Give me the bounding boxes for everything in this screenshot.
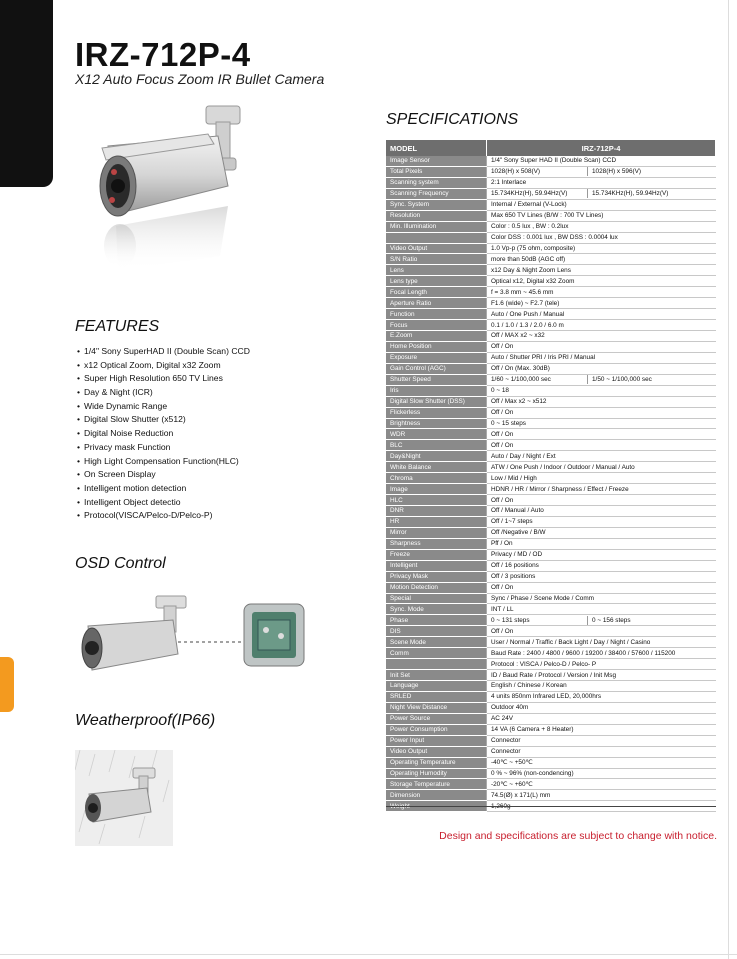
spec-row — [386, 538, 716, 549]
spec-value: Off / On (Max. 30dB) — [487, 363, 716, 374]
feature-item: • Privacy mask Function — [77, 441, 250, 455]
spec-value: Off / On — [487, 495, 716, 506]
spec-value: Off /Negative / B/W — [487, 527, 716, 538]
spec-row — [386, 177, 716, 188]
spec-value: 2:1 Interlace — [487, 177, 716, 188]
spec-key: WDR — [386, 429, 487, 440]
feature-item: • Wide Dynamic Range — [77, 400, 250, 414]
spec-value: User / Normal / Traffic / Back Light / Day / Night / Casino — [487, 637, 716, 648]
spec-value: Low / Mid / High — [487, 473, 716, 484]
spec-value: 0 ~ 18 — [487, 385, 716, 396]
spec-key: HLC — [386, 495, 487, 506]
spec-row — [386, 429, 716, 440]
features-heading: FEATURES — [75, 318, 160, 335]
spec-value: AC 24V — [487, 713, 716, 724]
spec-key: Digital Slow Shutter (DSS) — [386, 396, 487, 407]
feature-item: • Super High Resolution 650 TV Lines — [77, 372, 250, 386]
spec-row — [386, 188, 716, 199]
spec-key: Operating Humodity — [386, 768, 487, 779]
spec-row — [386, 298, 716, 309]
spec-row — [386, 691, 716, 702]
spec-key: Lens — [386, 265, 487, 276]
spec-key: Language — [386, 681, 487, 692]
spec-row — [386, 670, 716, 681]
spec-row — [386, 484, 716, 495]
spec-row — [386, 199, 716, 210]
spec-key: Shutter Speed — [386, 374, 487, 385]
spec-row — [386, 374, 716, 385]
spec-row — [386, 735, 716, 746]
product-subtitle: X12 Auto Focus Zoom IR Bullet Camera — [75, 71, 325, 87]
spec-key: Power Input — [386, 735, 487, 746]
specifications-table — [386, 140, 716, 812]
spec-row — [386, 462, 716, 473]
spec-value: Auto / Shutter PRI / Iris PRI / Manual — [487, 352, 716, 363]
spec-value: Off / On — [487, 582, 716, 593]
spec-key: Operating Temperature — [386, 757, 487, 768]
black-corner-tab — [0, 0, 53, 187]
spec-key: Exposure — [386, 352, 487, 363]
spec-row — [386, 560, 716, 571]
spec-value: more than 50dB (AGC off) — [487, 254, 716, 265]
feature-item: • Digital Slow Shutter (x512) — [77, 413, 250, 427]
spec-key: Sync. Mode — [386, 604, 487, 615]
spec-key: Privacy Mask — [386, 571, 487, 582]
spec-row — [386, 527, 716, 538]
spec-value: Privacy / MD / OD — [487, 549, 716, 560]
features-list — [77, 345, 250, 523]
spec-value: Auto / Day / Night / Ext — [487, 451, 716, 462]
spec-row — [386, 156, 716, 166]
page-frame-right — [728, 0, 729, 959]
spec-value: Baud Rate : 2400 / 4800 / 9600 / 19200 / 38400 / 57600 / 115200 — [487, 648, 716, 659]
spec-value: Off / 3 positions — [487, 571, 716, 582]
spec-value: Off / Manual / Auto — [487, 506, 716, 517]
spec-value: x12 Day & Night Zoom Lens — [487, 265, 716, 276]
spec-key — [386, 659, 487, 670]
spec-row — [386, 407, 716, 418]
spec-row — [386, 506, 716, 517]
spec-value-b: 1028(H) x 596(V) — [587, 167, 641, 176]
spec-value: Protocol : VISCA / Pelco-D / Pelco- P — [487, 659, 716, 670]
spec-value: f = 3.8 mm ~ 45.6 mm — [487, 287, 716, 298]
spec-key: Scene Mode — [386, 637, 487, 648]
spec-key: Scanning system — [386, 177, 487, 188]
spec-row — [386, 341, 716, 352]
spec-value: Off / On — [487, 341, 716, 352]
spec-key: DIS — [386, 626, 487, 637]
spec-value: -20℃ ~ +60℃ — [487, 779, 716, 790]
spec-key: Power Consumption — [386, 724, 487, 735]
spec-value: Internal / External (V-Lock) — [487, 199, 716, 210]
weatherproof-heading: Weatherproof(IP66) — [75, 712, 216, 729]
spec-value: Off / 1~7 steps — [487, 516, 716, 527]
spec-row — [386, 473, 716, 484]
spec-value: INT / LL — [487, 604, 716, 615]
spec-value: Connector — [487, 746, 716, 757]
spec-value: 0 % ~ 96% (non-condencing) — [487, 768, 716, 779]
spec-row — [386, 210, 716, 221]
feature-item: • Digital Noise Reduction — [77, 427, 250, 441]
spec-value: 1/4" Sony Super HAD II (Double Scan) CCD — [487, 156, 716, 166]
spec-row — [386, 309, 716, 320]
spec-value-a: 15.734KHz(H), 59.94Hz(V) — [491, 190, 568, 198]
spec-row — [386, 221, 716, 232]
spec-key: Total Pixels — [386, 166, 487, 177]
spec-value: Off / 16 positions — [487, 560, 716, 571]
spec-key: Dimension — [386, 790, 487, 801]
spec-row — [386, 243, 716, 254]
spec-row — [386, 254, 716, 265]
feature-item: • On Screen Display — [77, 468, 250, 482]
spec-key: Chroma — [386, 473, 487, 484]
spec-key: Scanning Frequency — [386, 188, 487, 199]
spec-value — [487, 374, 716, 385]
spec-row — [386, 604, 716, 615]
spec-key: White Balance — [386, 462, 487, 473]
spec-value-a: 1/60 ~ 1/100,000 sec — [491, 376, 551, 384]
spec-key: Phase — [386, 615, 487, 626]
spec-value: Auto / One Push / Manual — [487, 309, 716, 320]
spec-value-a: 0 ~ 131 steps — [491, 616, 530, 624]
spec-value: Off / On — [487, 429, 716, 440]
spec-row — [386, 593, 716, 604]
spec-key: Motion Detection — [386, 582, 487, 593]
spec-key: Storage Temperature — [386, 779, 487, 790]
spec-value: Outdoor 40m — [487, 702, 716, 713]
spec-key: Intelligent — [386, 560, 487, 571]
weatherproof-image — [75, 750, 173, 846]
osd-control-image — [78, 592, 308, 680]
spec-row — [386, 702, 716, 713]
spec-key: Sync. System — [386, 199, 487, 210]
spec-key: Min. Illumination — [386, 221, 487, 232]
spec-key: Video Output — [386, 746, 487, 757]
spec-row — [386, 615, 716, 626]
spec-key: Focal Length — [386, 287, 487, 298]
spec-value: HDNR / HR / Mirror / Sharpness / Effect / Freeze — [487, 484, 716, 495]
spec-row — [386, 331, 716, 342]
spec-key: Focus — [386, 320, 487, 331]
spec-value: 14 VA (6 Camera + 8 Heater) — [487, 724, 716, 735]
osd-control-heading: OSD Control — [75, 555, 166, 572]
spec-value: ID / Baud Rate / Protocol / Version / Init Msg — [487, 670, 716, 681]
spec-key: Special — [386, 593, 487, 604]
spec-row — [386, 724, 716, 735]
spec-key: Night View Distance — [386, 702, 487, 713]
spec-value: Off / On — [487, 407, 716, 418]
orange-edge-tab — [0, 657, 14, 712]
table-bottom-rule — [386, 806, 716, 807]
spec-key: Sharpness — [386, 538, 487, 549]
header-model-value: IRZ-712P-4 — [487, 140, 716, 156]
spec-value: Off / MAX x2 ~ x32 — [487, 331, 716, 342]
spec-value-a: 1028(H) x 508(V) — [491, 168, 541, 176]
spec-row — [386, 516, 716, 527]
spec-row — [386, 746, 716, 757]
spec-key: S/N Ratio — [386, 254, 487, 265]
camera-main-image — [88, 96, 258, 296]
spec-key: Video Output — [386, 243, 487, 254]
spec-row — [386, 571, 716, 582]
spec-key — [386, 232, 487, 243]
spec-key: Power Source — [386, 713, 487, 724]
spec-row — [386, 768, 716, 779]
disclaimer-notice: Design and specifications are subject to change with notice. — [439, 830, 717, 842]
spec-key: Brightness — [386, 418, 487, 429]
spec-key: Init Set — [386, 670, 487, 681]
header-model-label: MODEL — [386, 140, 487, 156]
spec-value: ATW / One Push / Indoor / Outdoor / Manual / Auto — [487, 462, 716, 473]
spec-value: -40℃ ~ +50℃ — [487, 757, 716, 768]
spec-value: English / Chinese / Korean — [487, 681, 716, 692]
spec-key: Lens type — [386, 276, 487, 287]
spec-value: Sync / Phase / Scene Mode / Comm — [487, 593, 716, 604]
spec-row — [386, 396, 716, 407]
spec-row — [386, 779, 716, 790]
spec-value: 4 units 850nm Infrared LED, 20,000hrs — [487, 691, 716, 702]
spec-key: E.Zoom — [386, 331, 487, 342]
spec-value — [487, 166, 716, 177]
feature-item: • 1/4" Sony SuperHAD II (Double Scan) CCD — [77, 345, 250, 359]
spec-row — [386, 352, 716, 363]
spec-row — [386, 287, 716, 298]
spec-key: Image Sensor — [386, 156, 487, 166]
feature-item: • Protocol(VISCA/Pelco-D/Pelco-P) — [77, 509, 250, 523]
spec-key: Resolution — [386, 210, 487, 221]
feature-item: • x12 Optical Zoom, Digital x32 Zoom — [77, 359, 250, 373]
spec-value: 74.5(Ø) x 171(L) mm — [487, 790, 716, 801]
spec-value: 0.1 / 1.0 / 1.3 / 2.0 / 6.0 m — [487, 320, 716, 331]
spec-value — [487, 188, 716, 199]
spec-value: 1.0 Vp-p (75 ohm, composite) — [487, 243, 716, 254]
feature-item: • High Light Compensation Function(HLC) — [77, 455, 250, 469]
spec-value: Max 650 TV Lines (B/W : 700 TV Lines) — [487, 210, 716, 221]
spec-key: Image — [386, 484, 487, 495]
feature-item: • Intelligent Object detectio — [77, 496, 250, 510]
spec-row — [386, 418, 716, 429]
spec-table-body — [386, 156, 716, 812]
spec-row — [386, 265, 716, 276]
spec-row — [386, 440, 716, 451]
spec-key: Home Position — [386, 341, 487, 352]
spec-key: DNR — [386, 506, 487, 517]
feature-item: • Day & Night (ICR) — [77, 386, 250, 400]
spec-value: Off / On — [487, 626, 716, 637]
spec-row — [386, 363, 716, 374]
spec-key: Day&Night — [386, 451, 487, 462]
spec-value: Off / Max x2 ~ x512 — [487, 396, 716, 407]
feature-item: • Intelligent motion detection — [77, 482, 250, 496]
spec-row — [386, 385, 716, 396]
spec-row — [386, 757, 716, 768]
spec-row — [386, 276, 716, 287]
spec-key: BLC — [386, 440, 487, 451]
spec-key: Aperture Ratio — [386, 298, 487, 309]
product-title: IRZ-712P-4 — [75, 36, 251, 73]
spec-key: Comm — [386, 648, 487, 659]
spec-value: Color DSS : 0.001 lux , BW DSS : 0.0004 lux — [487, 232, 716, 243]
spec-value-b: 15.734KHz(H), 59.94Hz(V) — [587, 189, 668, 198]
spec-row — [386, 637, 716, 648]
spec-row — [386, 451, 716, 462]
spec-row — [386, 232, 716, 243]
spec-row — [386, 166, 716, 177]
spec-row — [386, 790, 716, 801]
spec-value: F1.6 (wide) ~ F2.7 (tele) — [487, 298, 716, 309]
spec-value: 0 ~ 15 steps — [487, 418, 716, 429]
spec-value: Pff / On — [487, 538, 716, 549]
spec-value — [487, 615, 716, 626]
spec-row — [386, 659, 716, 670]
spec-key: Function — [386, 309, 487, 320]
spec-key: SRLED — [386, 691, 487, 702]
spec-row — [386, 549, 716, 560]
spec-key: Iris — [386, 385, 487, 396]
spec-key: Flickerless — [386, 407, 487, 418]
spec-value-b: 0 ~ 156 steps — [587, 616, 631, 625]
spec-value: Color : 0.5 lux , BW : 0.2lux — [487, 221, 716, 232]
specifications-heading: SPECIFICATIONS — [386, 111, 519, 128]
spec-value: Connector — [487, 735, 716, 746]
spec-key: Freeze — [386, 549, 487, 560]
spec-row — [386, 626, 716, 637]
spec-row — [386, 582, 716, 593]
spec-key: Mirror — [386, 527, 487, 538]
spec-key: Gain Control (AGC) — [386, 363, 487, 374]
spec-row — [386, 320, 716, 331]
spec-value: Optical x12, Digital x32 Zoom — [487, 276, 716, 287]
spec-row — [386, 648, 716, 659]
spec-value: Off / On — [487, 440, 716, 451]
spec-row — [386, 713, 716, 724]
spec-row — [386, 495, 716, 506]
spec-value-b: 1/50 ~ 1/100,000 sec — [587, 375, 652, 384]
spec-row — [386, 681, 716, 692]
spec-key: HR — [386, 516, 487, 527]
page-frame-bottom — [0, 954, 737, 955]
